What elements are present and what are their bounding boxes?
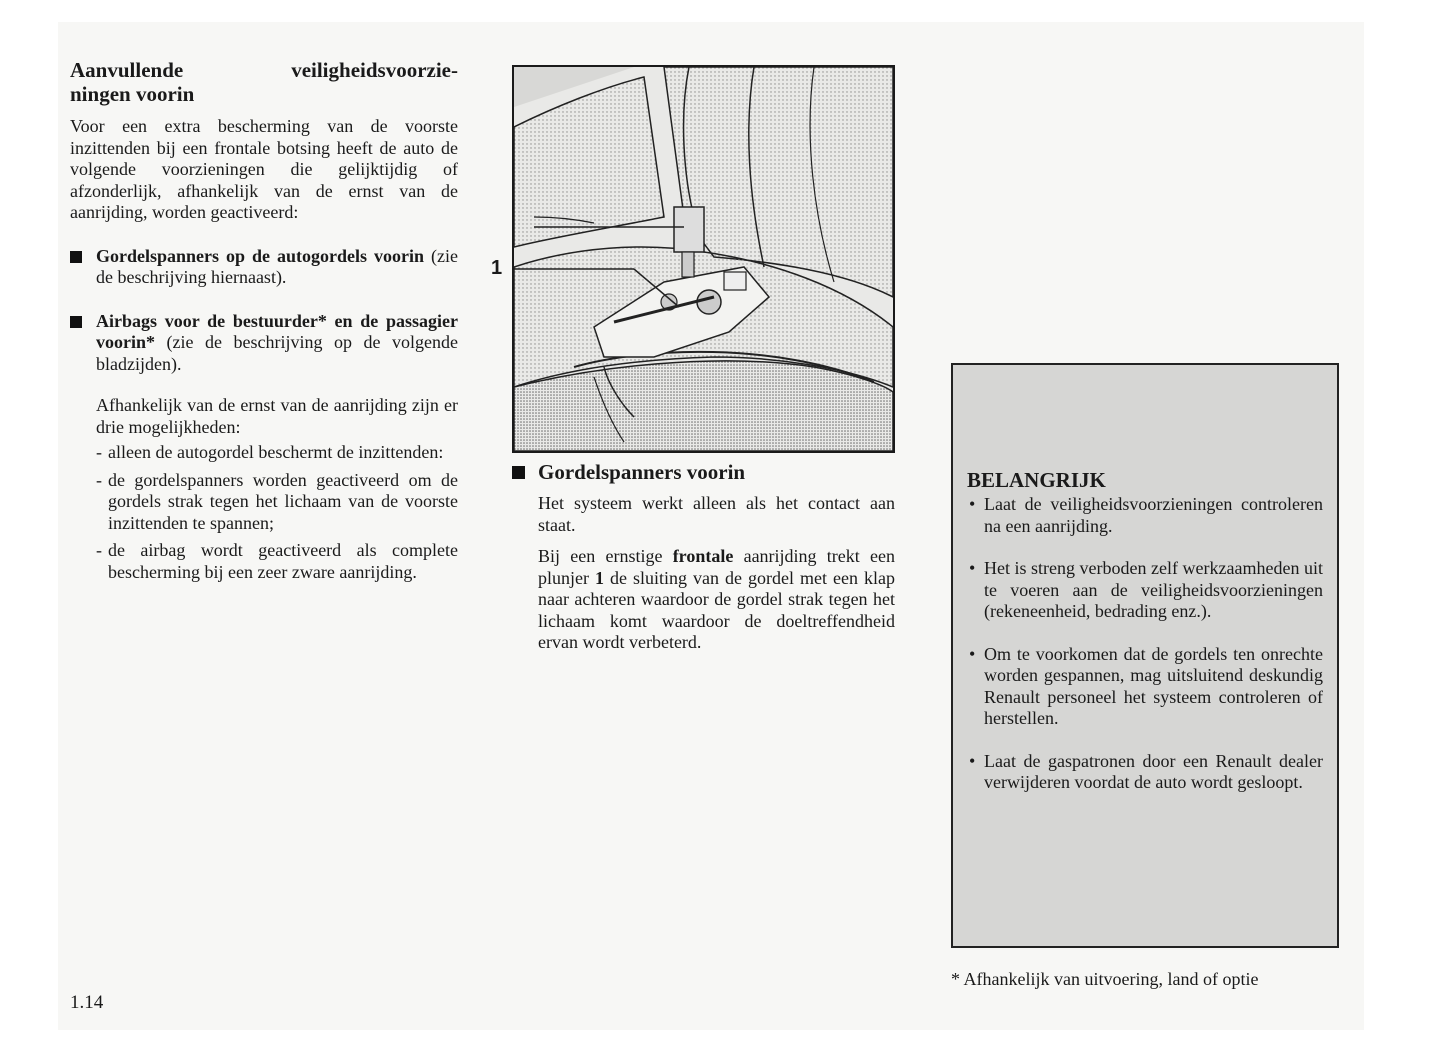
warning-item bbox=[967, 494, 1323, 537]
p2-post: de sluiting van de gordel met een klap naar achteren waardoor de gordel strak tegen het lichaam komt waardoor de doeltreffendheid ervan wordt verbeterd. bbox=[538, 567, 895, 652]
bullet-dot-icon: • bbox=[969, 643, 976, 664]
p2-bold: frontale bbox=[672, 546, 734, 566]
plunjer-paragraph bbox=[512, 546, 895, 654]
possibilities-intro: Afhankelijk van de ernst van de aanrijding zijn er drie mogelijkheden: bbox=[96, 395, 458, 437]
warning-item-text: Om te voorkomen dat de gordels ten onrechte worden gespannen, mag uitsluitend deskundig Renault personeel het systeem controleren of herstellen. bbox=[984, 643, 1323, 728]
bullet-gordelspanners bbox=[70, 246, 458, 289]
gordelspanners-heading bbox=[512, 460, 895, 484]
warning-title: BELANGRIJK bbox=[967, 468, 1106, 492]
bullet-dot-icon: • bbox=[969, 750, 976, 771]
page-number: 1.14 bbox=[70, 992, 104, 1013]
bullet2-rest: (zie de beschrijving op de volgende bladzijden). bbox=[96, 332, 458, 374]
seat-belt-illustration bbox=[512, 65, 895, 453]
figure-callout-number: 1 bbox=[491, 257, 503, 279]
intro-paragraph: Voor een extra bescherming van de voorste inzittenden bij een frontale botsing heeft de auto de volgende voorzieningen die gelijktijdig of afzonderlijk, afhankelijk van de ernst van de aanrijding, worden geactiveerd: bbox=[70, 116, 458, 222]
important-warning-box bbox=[951, 363, 1339, 948]
list-item: - de gordelspanners worden geactiveerd om de gordels strak tegen het lichaam van de voorste inzittenden te spannen; bbox=[96, 470, 458, 535]
p2-mid: aanrijding trekt een plunjer bbox=[538, 546, 895, 588]
list-item: - alleen de autogordel beschermt de inzittenden: bbox=[96, 442, 458, 464]
section-title-line2: ningen voorin bbox=[70, 82, 195, 106]
square-bullet-icon bbox=[70, 251, 82, 263]
left-column bbox=[70, 58, 458, 589]
square-bullet-icon bbox=[70, 316, 82, 328]
warning-item bbox=[967, 558, 1323, 623]
bullet-dot-icon: • bbox=[969, 558, 976, 578]
bullet1-bold: Gordelspanners op de autogordels voorin bbox=[96, 245, 425, 266]
list-item: - de airbag wordt geactiveerd als complete bescherming bij een zeer zware aanrijding. bbox=[96, 540, 458, 583]
seat-illustration-svg bbox=[514, 67, 893, 451]
contact-paragraph: Het systeem werkt alleen als het contact aan staat. bbox=[538, 493, 895, 535]
warning-item bbox=[967, 644, 1323, 730]
section-title bbox=[70, 58, 458, 106]
gordelspanners-heading-text: Gordelspanners voorin bbox=[538, 460, 746, 484]
bullet2-bold: Airbags voor de bestuurder* en de passagier voorin* bbox=[96, 310, 458, 352]
warning-item-text: Laat de gaspatronen door een Renault dealer verwijderen voordat de auto wordt gesloopt. bbox=[984, 750, 1323, 792]
warning-item-text: Het is streng verboden zelf werkzaamheden uit te voeren aan de veiligheidsvoorzieningen (rekeneenheid, bedrading enz.). bbox=[984, 558, 1323, 621]
bullet1-rest: (zie de beschrijving hiernaast). bbox=[96, 245, 458, 287]
section-title-line1: Aanvullende veiligheidsvoorzie- bbox=[70, 58, 458, 82]
p2-num: 1 bbox=[595, 567, 604, 588]
footnote: * Afhankelijk van uitvoering, land of optie bbox=[951, 969, 1259, 989]
square-bullet-icon bbox=[512, 466, 525, 479]
bullet-airbags bbox=[70, 311, 458, 376]
middle-column bbox=[512, 460, 895, 654]
possibilities-list bbox=[70, 442, 458, 583]
warning-item-text: Laat de veiligheidsvoorzieningen controleren na een aanrijding. bbox=[984, 494, 1323, 536]
bullet-dot-icon: • bbox=[969, 494, 976, 514]
warning-item bbox=[967, 751, 1323, 794]
p2-pre: Bij een ernstige bbox=[538, 546, 673, 566]
